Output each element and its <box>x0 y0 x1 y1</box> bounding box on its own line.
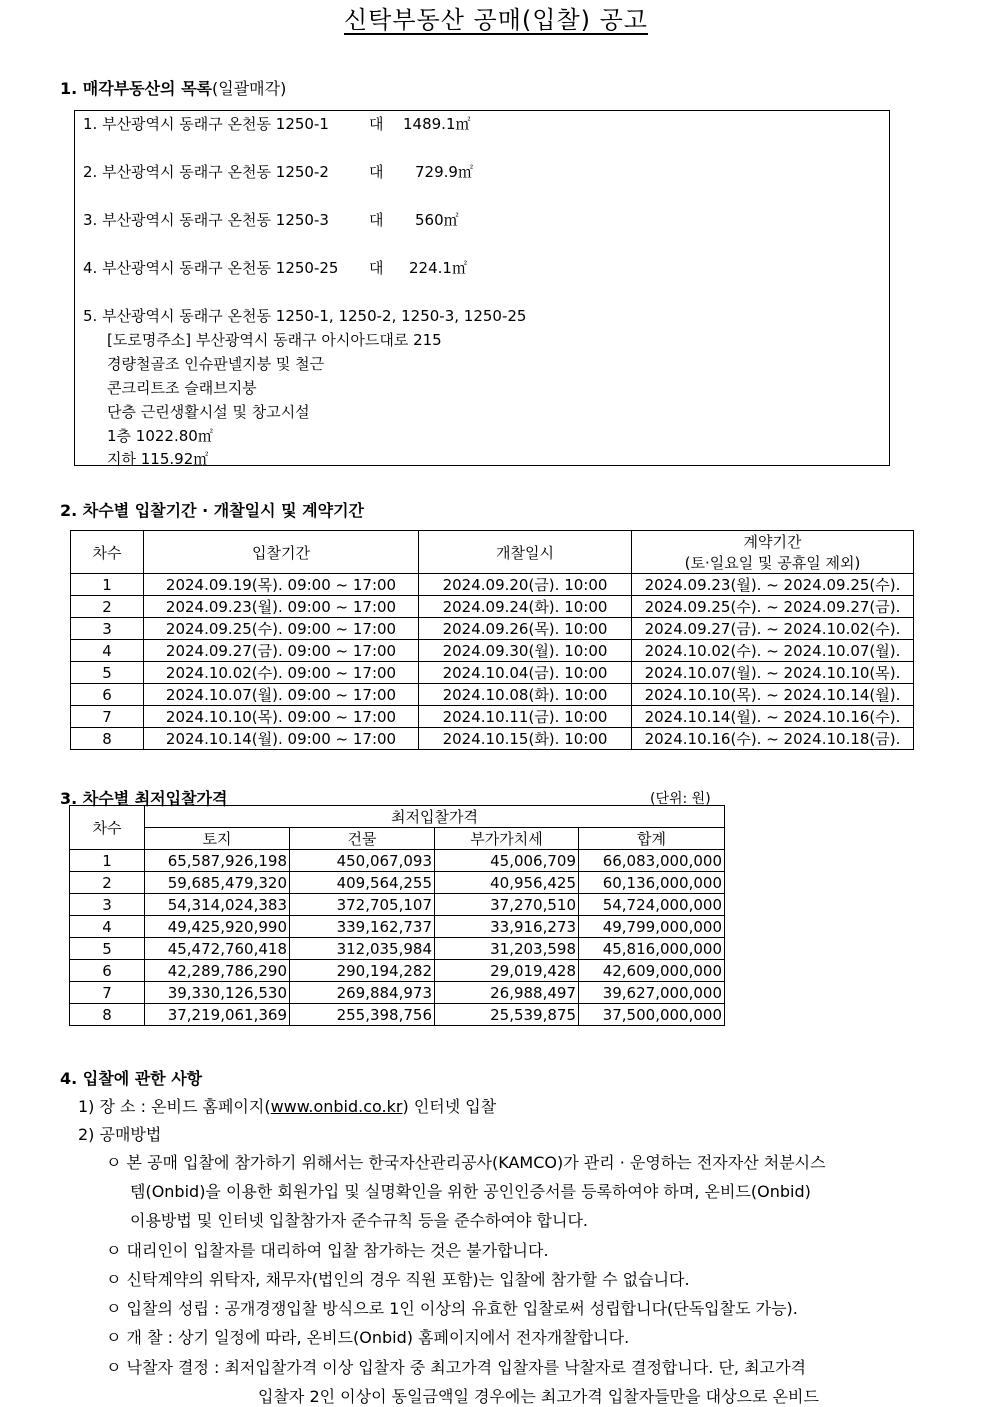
table-row <box>70 916 725 938</box>
table-row <box>71 662 914 684</box>
cell-vat: 29,019,428 <box>435 960 579 982</box>
method-line: 템(Onbid)을 이용한 회원가입 및 실명확인을 위한 공인인증서를 등록하여야 하며, 온비드(Onbid) <box>130 1182 811 1201</box>
table-row <box>71 728 914 750</box>
header-bid-period: 입찰기간 <box>144 531 419 574</box>
cell-total: 37,500,000,000 <box>579 1004 725 1026</box>
property-list-box <box>74 110 890 466</box>
cell-open: 2024.09.26(목). 10:00 <box>419 618 632 640</box>
cell-total: 39,627,000,000 <box>579 982 725 1004</box>
cell-bid: 2024.10.07(월). 09:00 ~ 17:00 <box>144 684 419 706</box>
method-line: ㅇ 본 공매 입찰에 참가하기 위해서는 한국자산관리공사(KAMCO)가 관리 · 운영하는 전자자산 처분시스 <box>106 1153 826 1172</box>
cell-round: 8 <box>70 1004 145 1026</box>
cell-contract: 2024.09.25(수). ~ 2024.09.27(금). <box>632 596 914 618</box>
cell-round: 3 <box>70 894 145 916</box>
method-line: 이용방법 및 인터넷 입찰참가자 준수규칙 등을 준수하여야 합니다. <box>130 1211 589 1230</box>
cell-bid: 2024.10.10(목). 09:00 ~ 17:00 <box>144 706 419 728</box>
cell-land: 42,289,786,290 <box>145 960 290 982</box>
price-table <box>69 805 725 1026</box>
table-row <box>71 640 914 662</box>
cell-round: 1 <box>71 574 144 596</box>
cell-round: 5 <box>71 662 144 684</box>
cell-round: 7 <box>71 706 144 728</box>
cell-round: 4 <box>71 640 144 662</box>
property-item-combined: 5. 부산광역시 동래구 온천동 1250-1, 1250-2, 1250-3, 1250-25 <box>83 307 527 325</box>
cell-bid: 2024.09.19(목). 09:00 ~ 17:00 <box>144 574 419 596</box>
cell-land: 49,425,920,990 <box>145 916 290 938</box>
onbid-link[interactable]: www.onbid.co.kr <box>270 1097 403 1116</box>
property-detail: 경량철골조 인슈판넬지붕 및 철근 <box>107 355 325 373</box>
cell-land: 39,330,126,530 <box>145 982 290 1004</box>
cell-building: 450,067,093 <box>290 850 435 872</box>
header-land: 토지 <box>145 828 290 850</box>
table-row <box>70 894 725 916</box>
cell-contract: 2024.10.10(목). ~ 2024.10.14(월). <box>632 684 914 706</box>
cell-round: 1 <box>70 850 145 872</box>
property-detail: 1층 1022.80㎡ <box>107 427 213 445</box>
cell-round: 2 <box>70 872 145 894</box>
method-label: 2) 공매방법 <box>78 1125 162 1144</box>
cell-round: 6 <box>70 960 145 982</box>
cell-open: 2024.09.30(월). 10:00 <box>419 640 632 662</box>
property-item: 1. 부산광역시 동래구 온천동 1250-1 대 1489.1㎡ <box>83 115 471 133</box>
method-line: ㅇ 개 찰 : 상기 일정에 따라, 온비드(Onbid) 홈페이지에서 전자개찰합니다. <box>106 1328 630 1347</box>
cell-contract: 2024.10.14(월). ~ 2024.10.16(수). <box>632 706 914 728</box>
header-round: 차수 <box>71 531 144 574</box>
method-line: 입찰자 2인 이상이 동일금액일 경우에는 최고가격 입찰자들만을 대상으로 온비드 <box>258 1387 819 1406</box>
cell-vat: 40,956,425 <box>435 872 579 894</box>
cell-building: 312,035,984 <box>290 938 435 960</box>
table-row <box>71 574 914 596</box>
cell-total: 66,083,000,000 <box>579 850 725 872</box>
cell-bid: 2024.09.25(수). 09:00 ~ 17:00 <box>144 618 419 640</box>
cell-total: 49,799,000,000 <box>579 916 725 938</box>
header-open-date: 개찰일시 <box>419 531 632 574</box>
method-line: ㅇ 입찰의 성립 : 공개경쟁입찰 방식으로 1인 이상의 유효한 입찰로써 성립합니다(단독입찰도 가능). <box>106 1299 798 1318</box>
table-row <box>71 706 914 728</box>
table-row <box>71 618 914 640</box>
table-row <box>70 938 725 960</box>
cell-building: 269,884,973 <box>290 982 435 1004</box>
section4-heading: 4. 입찰에 관한 사항 <box>60 1069 203 1088</box>
section1-heading: 1. 매각부동산의 목록(일괄매각) <box>60 79 287 98</box>
cell-contract: 2024.10.07(월). ~ 2024.10.10(목). <box>632 662 914 684</box>
cell-round: 2 <box>71 596 144 618</box>
section2-heading: 2. 차수별 입찰기간 · 개찰일시 및 계약기간 <box>60 501 365 520</box>
cell-total: 42,609,000,000 <box>579 960 725 982</box>
cell-vat: 26,988,497 <box>435 982 579 1004</box>
table-row <box>71 596 914 618</box>
cell-bid: 2024.09.23(월). 09:00 ~ 17:00 <box>144 596 419 618</box>
cell-bid: 2024.09.27(금). 09:00 ~ 17:00 <box>144 640 419 662</box>
header-contract-period: 계약기간 (토·일요일 및 공휴일 제외) <box>632 531 914 574</box>
cell-open: 2024.10.08(화). 10:00 <box>419 684 632 706</box>
cell-vat: 45,006,709 <box>435 850 579 872</box>
property-detail: [도로명주소] 부산광역시 동래구 아시아드대로 215 <box>107 331 442 349</box>
table-row <box>70 982 725 1004</box>
cell-land: 59,685,479,320 <box>145 872 290 894</box>
cell-land: 37,219,061,369 <box>145 1004 290 1026</box>
cell-total: 45,816,000,000 <box>579 938 725 960</box>
cell-vat: 37,270,510 <box>435 894 579 916</box>
cell-open: 2024.09.20(금). 10:00 <box>419 574 632 596</box>
header-vat: 부가가치세 <box>435 828 579 850</box>
header-min-price: 최저입찰가격 <box>145 806 725 828</box>
property-detail: 단층 근린생활시설 및 창고시설 <box>107 403 310 421</box>
property-item: 2. 부산광역시 동래구 온천동 1250-2 대 729.9㎡ <box>83 163 473 181</box>
cell-land: 45,472,760,418 <box>145 938 290 960</box>
cell-land: 54,314,024,383 <box>145 894 290 916</box>
table-row <box>70 960 725 982</box>
cell-contract: 2024.09.27(금). ~ 2024.10.02(수). <box>632 618 914 640</box>
cell-contract: 2024.10.16(수). ~ 2024.10.18(금). <box>632 728 914 750</box>
table-header-row <box>70 806 725 828</box>
table-header-row <box>70 828 725 850</box>
page-title: 신탁부동산 공매(입찰) 공고 <box>343 6 648 34</box>
cell-round: 8 <box>71 728 144 750</box>
cell-contract: 2024.10.02(수). ~ 2024.10.07(월). <box>632 640 914 662</box>
cell-open: 2024.09.24(화). 10:00 <box>419 596 632 618</box>
table-row <box>70 872 725 894</box>
cell-vat: 33,916,273 <box>435 916 579 938</box>
cell-vat: 31,203,598 <box>435 938 579 960</box>
cell-land: 65,587,926,198 <box>145 850 290 872</box>
cell-building: 290,194,282 <box>290 960 435 982</box>
method-line: ㅇ 신탁계약의 위탁자, 채무자(법인의 경우 직원 포함)는 입찰에 참가할 수 없습니다. <box>106 1270 690 1289</box>
method-line: ㅇ 대리인이 입찰자를 대리하여 입찰 참가하는 것은 불가합니다. <box>106 1241 549 1260</box>
property-detail: 콘크리트조 슬래브지붕 <box>107 379 257 397</box>
property-detail: 지하 115.92㎡ <box>107 450 209 468</box>
cell-building: 339,162,737 <box>290 916 435 938</box>
cell-open: 2024.10.04(금). 10:00 <box>419 662 632 684</box>
unit-note: (단위: 원) <box>650 791 711 807</box>
table-header-row <box>71 531 914 574</box>
cell-bid: 2024.10.14(월). 09:00 ~ 17:00 <box>144 728 419 750</box>
cell-contract: 2024.09.23(월). ~ 2024.09.25(수). <box>632 574 914 596</box>
cell-vat: 25,539,875 <box>435 1004 579 1026</box>
property-item: 3. 부산광역시 동래구 온천동 1250-3 대 560㎡ <box>83 211 459 229</box>
cell-round: 7 <box>70 982 145 1004</box>
table-row <box>70 1004 725 1026</box>
table-row <box>71 684 914 706</box>
place-line: 1) 장 소 : 온비드 홈페이지(www.onbid.co.kr) 인터넷 입찰 <box>78 1097 497 1116</box>
cell-open: 2024.10.11(금). 10:00 <box>419 706 632 728</box>
cell-total: 60,136,000,000 <box>579 872 725 894</box>
cell-building: 372,705,107 <box>290 894 435 916</box>
section3-heading: 3. 차수별 최저입찰가격 <box>60 789 228 808</box>
cell-total: 54,724,000,000 <box>579 894 725 916</box>
cell-round: 4 <box>70 916 145 938</box>
schedule-table <box>70 530 914 750</box>
property-item: 4. 부산광역시 동래구 온천동 1250-25 대 224.1㎡ <box>83 259 467 277</box>
cell-building: 255,398,756 <box>290 1004 435 1026</box>
cell-round: 3 <box>71 618 144 640</box>
method-line: ㅇ 낙찰자 결정 : 최저입찰가격 이상 입찰자 중 최고가격 입찰자를 낙찰자로 결정합니다. 단, 최고가격 <box>106 1358 806 1377</box>
cell-building: 409,564,255 <box>290 872 435 894</box>
header-round: 차수 <box>70 806 145 850</box>
header-total: 합계 <box>579 828 725 850</box>
table-row <box>70 850 725 872</box>
cell-round: 5 <box>70 938 145 960</box>
header-building: 건물 <box>290 828 435 850</box>
cell-open: 2024.10.15(화). 10:00 <box>419 728 632 750</box>
cell-bid: 2024.10.02(수). 09:00 ~ 17:00 <box>144 662 419 684</box>
cell-round: 6 <box>71 684 144 706</box>
